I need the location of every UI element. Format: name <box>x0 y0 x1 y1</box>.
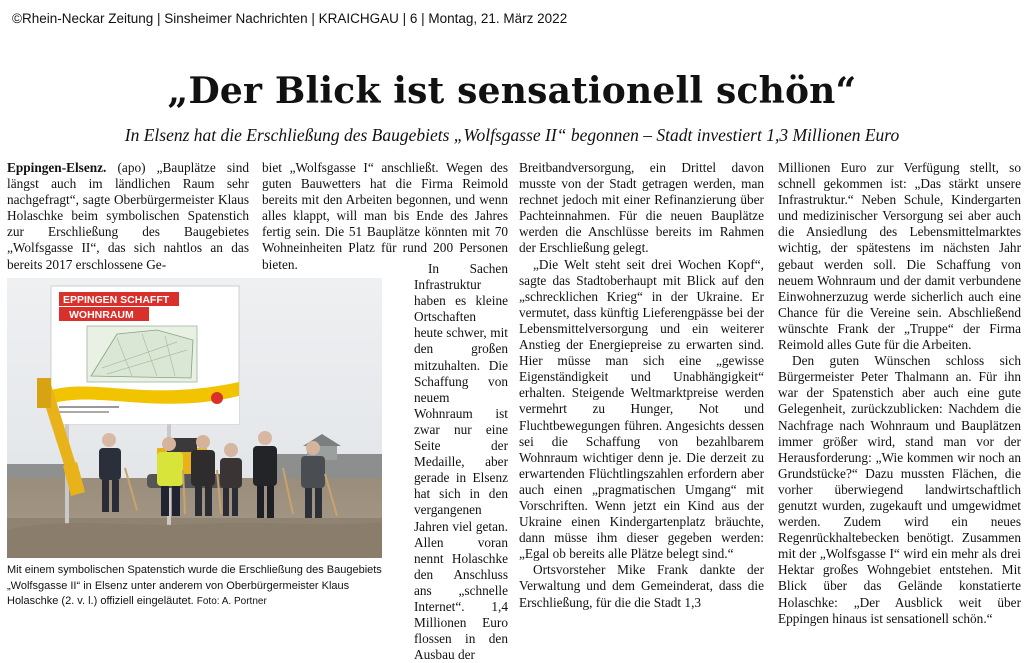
article-column-3 <box>519 160 764 611</box>
groundbreaking-photo <box>7 278 382 558</box>
paragraph: Millionen Euro zur Verfügung stellt, so schnell gekommen ist: „Das stärkt unsere Infrastruktur.“ Neben Schule, Kindergarten und medizinischer Versorgung sei aber auch die Ansiedlung des Lebensmittelmarktes wichtig, der spätestens im nächsten Jahr gebaut werden soll. Die Schaffung von neuem Wohnraum und der damit verbundene Einwohnerzuzug werde sicherlich auch eine Chance für die Vereine sein. Abschließend wünschte Frank der „Truppe“ der Firma Reimold alles Gute für die Arbeiten. <box>778 160 1021 353</box>
photo-caption <box>7 563 385 610</box>
site-plan-graphic <box>87 326 197 382</box>
sign-title-line-2: WOHNRAUM <box>69 309 134 321</box>
article-column-2 <box>262 160 508 273</box>
caption-text: Mit einem symbolischen Spatenstich wurde die Erschließung des Baugebiets „Wolfsgasse II“ in Elsenz unter anderem von Oberbürgermeister Klaus Holaschke (2. v. l.) offiziell eingeläutet. <box>7 564 382 607</box>
photo-credit: Foto: A. Portner <box>196 596 267 607</box>
article-photo <box>7 278 382 558</box>
paragraph: In Sachen Infrastruktur haben es kleine Ortschaften heute schwer, mit den großen mitzuhalten. Die Schaffung von neuem Wohnraum ist zwar nur eine Seite der Medaille, aber gerade in Elsenz hat sich in den vergangenen Jahren viel getan. Allen voran nennt Holaschke den Anschluss ans „schnelle Internet“. 1,4 Millionen Euro flossen in den Ausbau der <box>414 261 508 663</box>
paragraph: biet „Wolfsgasse I“ anschließt. Wegen des guten Bauwetters hat die Firma Reimold bereits mit den Arbeiten begonnen, und wenn alles klappt, will man bis Ende des Jahres fertig sein. Die 51 Bauplätze könnten mit 70 Wohneinheiten Platz für rund 200 Personen bieten. <box>262 160 508 272</box>
sign-title-line-1: EPPINGEN SCHAFFT <box>63 294 170 306</box>
paragraph: Ortsvorsteher Mike Frank dankte der Verwaltung und dem Gemeinderat, dass die Erschließung, für die die Stadt 1,3 <box>519 562 764 610</box>
paragraph: Den guten Wünschen schloss sich Bürgermeister Peter Thalmann an. Für ihn war der Spatenstich aber auch eine gute Gelegenheit, zurückzublicken: Nachdem die Nachfrage nach Wohnraum und Bauplätzen immer größer wird, stand man vor der Herausforderung: „Wie kommen wir noch an Grundstücke?“ Dazu mussten Flächen, die vorher überwiegend landwirtschaftlich genutzt wurden, zugekauft und umgewidmet werden. Zudem wird ein neues Regenrückhaltebecken benötigt. Zusammen mit der „Wolfsgasse I“ wird ein mehr als drei Hektar großes Wohngebiet entstehen. Mit Blick über das Gelände konstatierte Holaschke: „Der Ausblick weit über Eppingen hinaus ist sensationell schön.“ <box>778 353 1021 626</box>
city-logo-icon <box>211 392 223 404</box>
paragraph-text: (apo) „Bauplätze sind längst auch im ländlichen Raum sehr nachgefragt“, sagte Oberbürgermeister Klaus Holaschke beim symbolischen Spatenstich zur Erschließung des Baugebietes „Wolfsgasse II“, das sich nahtlos an das bereits 2017 erschlossene Ge- <box>7 160 249 272</box>
article-headline: „Der Blick ist sensationell schön“ <box>167 70 857 112</box>
paragraph: „Die Welt steht seit drei Wochen Kopf“, sagte das Stadtoberhaupt mit Blick auf den „schrecklichen Krieg“ in der Ukraine. Er vermutet, dass künftig Lieferengpässe bei der Lebensmittelversorgung und ein weiterer Anstieg der Energiepreise zu erwarten sind. Hier müsse man sich eine „gewisse Eigenständigkeit und Unabhängigkeit“ erhalten. Steigende Weltmarktpreise werden vermehrt zu Hunger, Not und Fluchtbewegungen führen. Angesichts dessen sei die Schaffung von bezahlbarem Wohnraum wichtiger denn je. Die derzeit zu erwartenden Flüchtlingszahlen erfordern aber auch einen „pragmatischen Umgang“ mit Vorschriften. Wenn jetzt ein Kind aus der Ukraine einen Kindergartenplatz bräuchte, dann müsse ihm dieser gegeben werden: „Egal ob bereits alle Plätze belegt sind.“ <box>519 256 764 562</box>
article-column-2-narrow <box>414 261 508 663</box>
article-subheadline: In Elsenz hat die Erschließung des Baugebiets „Wolfsgasse II“ begonnen – Stadt investiert 1,3 Millionen Euro <box>124 125 900 145</box>
publication-header: ©Rhein-Neckar Zeitung | Sinsheimer Nachrichten | KRAICHGAU | 6 | Montag, 21. März 2022 <box>12 11 568 26</box>
article-column-1 <box>7 160 249 273</box>
article-column-4 <box>778 160 1021 627</box>
dateline: Eppingen-Elsenz. <box>7 160 107 175</box>
paragraph <box>7 160 249 273</box>
paragraph: Breitbandversorgung, ein Drittel davon musste von der Stadt getragen werden, man rechnet jedoch mit einer Refinanzierung über Pachteinnahmen. Für die neuen Bauplätze werden die Anschlüsse bereits im Rahmen der Erschließung gelegt. <box>519 160 764 256</box>
